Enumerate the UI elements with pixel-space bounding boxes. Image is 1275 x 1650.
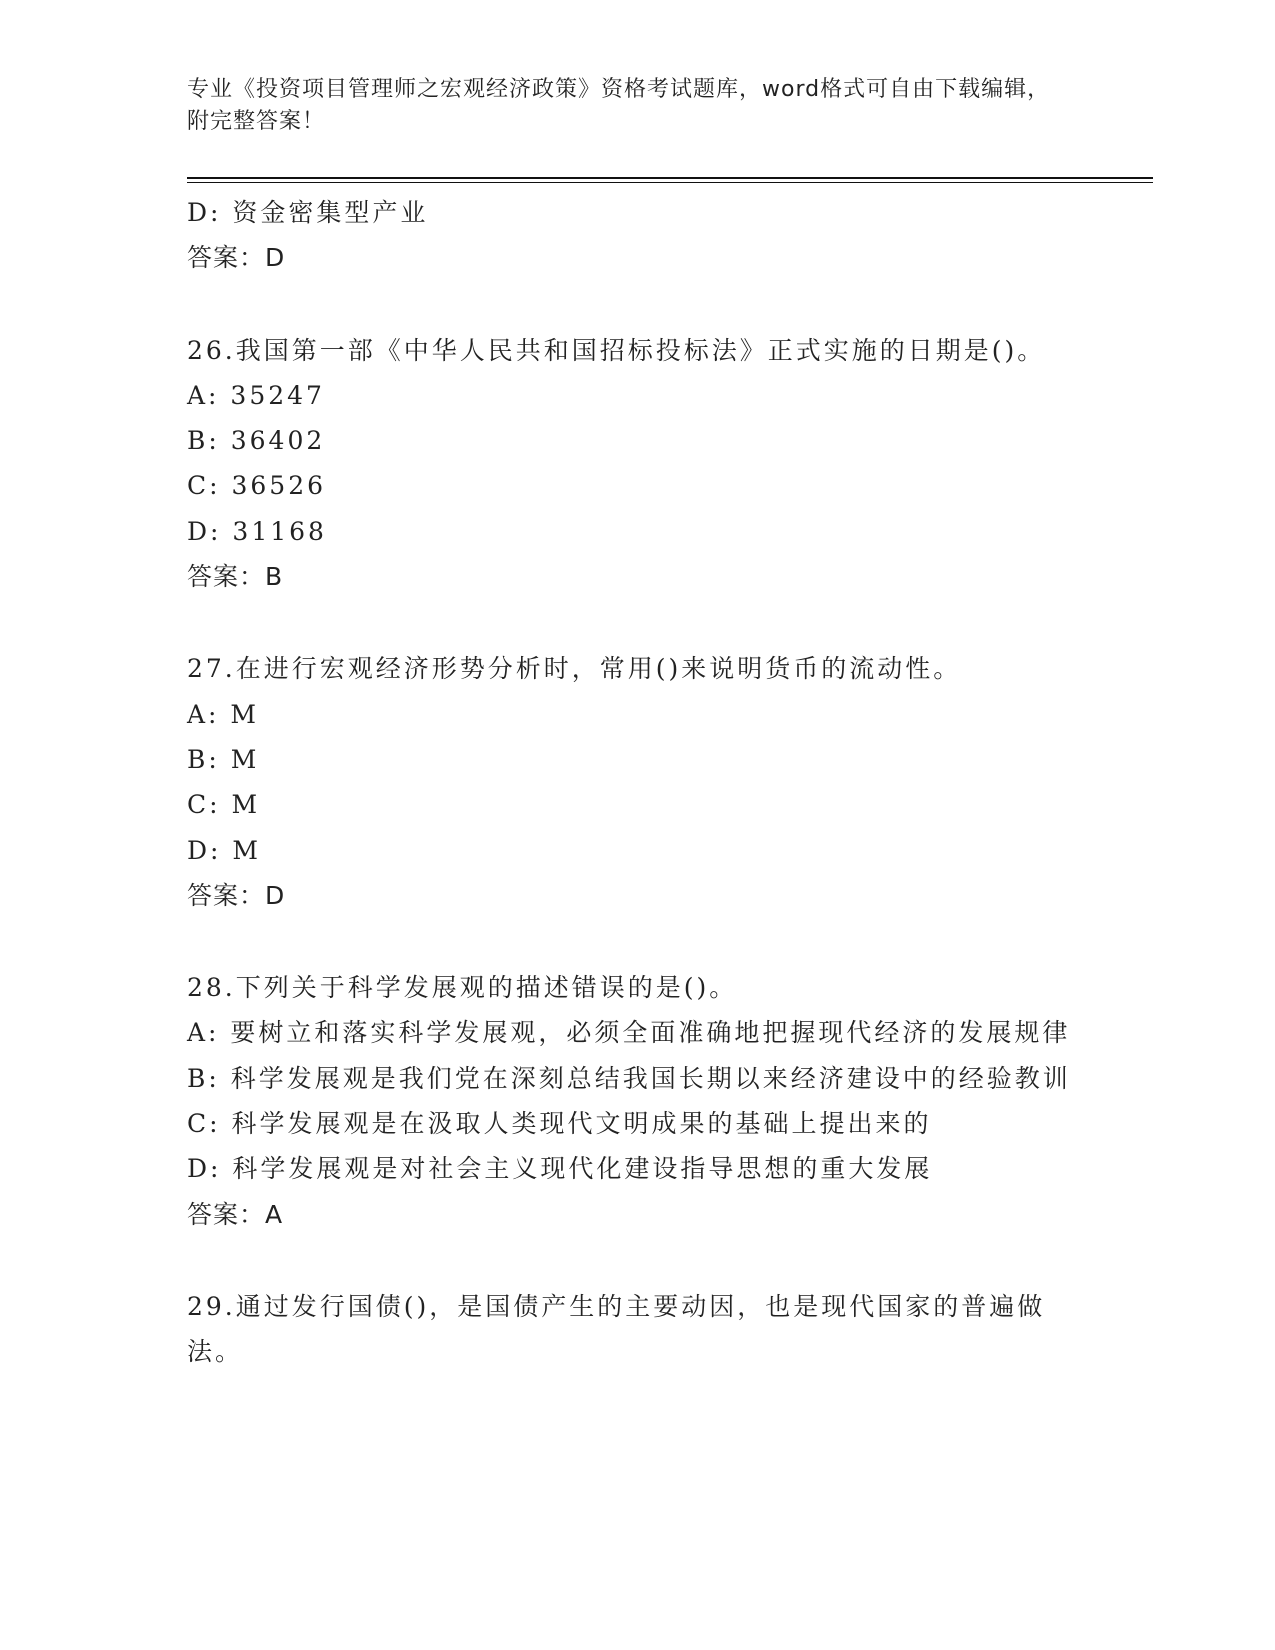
question-27 (187, 646, 1087, 918)
option-c: C: 科学发展观是在汲取人类现代文明成果的基础上提出来的 (187, 1109, 932, 1139)
option-b: B: 36402 (187, 426, 326, 456)
option-d: D: M (187, 835, 262, 865)
question-stem: 27.在进行宏观经济形势分析时，常用()来说明货币的流动性。 (187, 654, 962, 684)
document-body (187, 190, 1087, 1375)
option-c: C: M (187, 790, 261, 820)
answer: 答案：A (187, 1199, 284, 1229)
spacer (187, 599, 1087, 646)
option-b: B: M (187, 744, 260, 774)
spacer (187, 918, 1087, 965)
option-a: A: 要树立和落实科学发展观，必须全面准确地把握现代经济的发展规律 (187, 1018, 1071, 1048)
question-26 (187, 328, 1087, 600)
page-header: 专业《投资项目管理师之宏观经济政策》资格考试题库，word格式可自由下载编辑，附完整答案！ (187, 77, 1051, 134)
question-stem: 26.我国第一部《中华人民共和国招标投标法》正式实施的日期是()。 (187, 335, 1046, 365)
option-c: C: 36526 (187, 471, 327, 501)
question-28 (187, 965, 1087, 1237)
option-d: D: 31168 (187, 516, 327, 546)
question-stem: 28.下列关于科学发展观的描述错误的是()。 (187, 973, 738, 1003)
prev-answer: 答案：D (187, 243, 286, 273)
answer: 答案：B (187, 562, 284, 592)
option-b: B: 科学发展观是我们党在深刻总结我国长期以来经济建设中的经验教训 (187, 1063, 1071, 1093)
header-rule-thick (187, 177, 1153, 179)
option-a: A: M (187, 699, 260, 729)
prev-option-d: D: 资金密集型产业 (187, 198, 429, 227)
question-29 (187, 1284, 1087, 1375)
option-a: A: 35247 (187, 380, 325, 410)
option-d: D: 科学发展观是对社会主义现代化建设指导思想的重大发展 (187, 1154, 933, 1184)
header-rule-thin (187, 182, 1153, 183)
answer: 答案：D (187, 880, 286, 910)
question-stem: 29.通过发行国债()，是国债产生的主要动因，也是现代国家的普遍做法。 (187, 1291, 1046, 1367)
spacer (187, 1237, 1087, 1284)
spacer (187, 281, 1087, 328)
